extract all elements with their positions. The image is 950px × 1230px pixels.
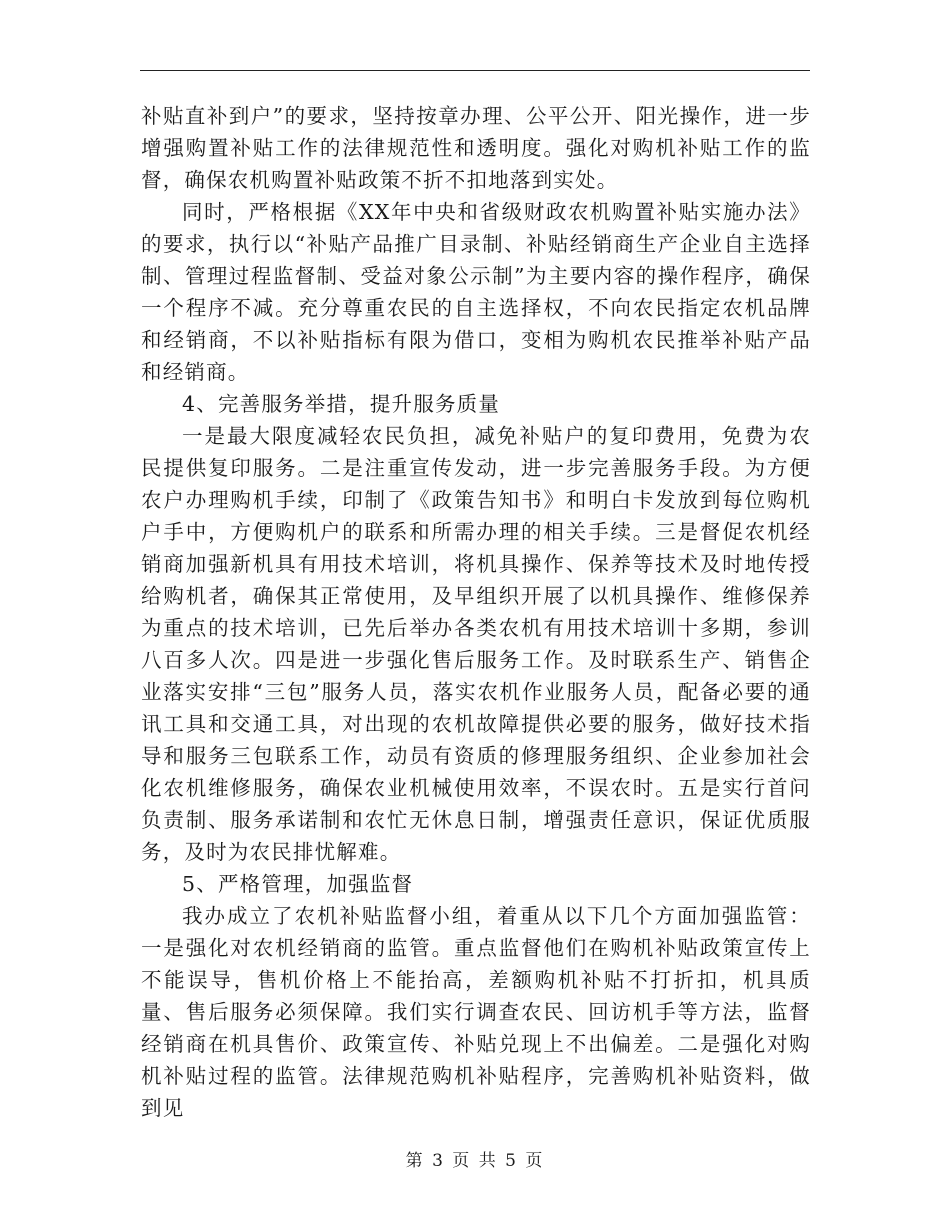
page-number-footer: 第 3 页 共 5 页 bbox=[405, 1151, 545, 1171]
header-rule bbox=[140, 70, 810, 71]
paragraph-service-measures: 一是最大限度减轻农民负担，减免补贴户的复印费用，免费为农民提供复印服务。二是注重宣传发动，进一步完善服务手段。为方便农户办理购机手续，印制了《政策告知书》和明白卡发放到每位购机户手中，方便购机户的联系和所需办理的相关手续。三是督促农机经销商加强新机具有用技术培训，将机具操作、保养等技术及时地传授给购机者，确保其正常使用，及早组织开展了以机具操作、维修保养为重点的技术培训，已先后举办各类农机有用技术培训十多期，参训八百多人次。四是进一步强化售后服务工作。及时联系生产、销售企业落实安排“三包”服务人员，落实农机作业服务人员，配备必要的通讯工具和交通工具，对出现的农机故障提供必要的服务，做好技术指导和服务三包联系工作，动员有资质的修理服务组织、企业参加社会化农机维修服务，确保农业机械使用效率，不误农时。五是实行首问负责制、服务承诺制和农忙无休息日制，增强责任意识，保证优质服务，及时为农民排忧解难。 bbox=[141, 424, 811, 864]
paragraph-continuation: 补贴直补到户”的要求，坚持按章办理、公平公开、阳光操作，进一步增强购置补贴工作的法律规范性和透明度。强化对购机补贴工作的监督，确保农机购置补贴政策不折不扣地落到实处。 bbox=[141, 104, 811, 192]
paragraph-supervision: 我办成立了农机补贴监督小组，着重从以下几个方面加强监管：一是强化对农机经销商的监管。重点监督他们在购机补贴政策宣传上不能误导，售机价格上不能抬高，差额购机补贴不打折扣，机具质量、售后服务必须保障。我们实行调查农民、回访机手等方法，监督经销商在机具售价、政策宣传、补贴兑现上不出偏差。二是强化对购机补贴过程的监管。法律规范购机补贴程序，完善购机补贴资料，做到见 bbox=[141, 904, 811, 1120]
paragraph-subsidy-rules: 同时，严格根据《XX年中央和省级财政农机购置补贴实施办法》的要求，执行以“补贴产品推广目录制、补贴经销商生产企业自主选择制、管理过程监督制、受益对象公示制”为主要内容的操作程序，确保一个程序不减。充分尊重农民的自主选择权，不向农民指定农机品牌和经销商，不以补贴指标有限为借口，变相为购机农民推举补贴产品和经销商。 bbox=[141, 200, 811, 384]
document-body bbox=[141, 100, 811, 1124]
section-heading-5: 5、严格管理，加强监督 bbox=[182, 872, 414, 896]
section-heading-4: 4、完善服务举措，提升服务质量 bbox=[182, 392, 501, 416]
